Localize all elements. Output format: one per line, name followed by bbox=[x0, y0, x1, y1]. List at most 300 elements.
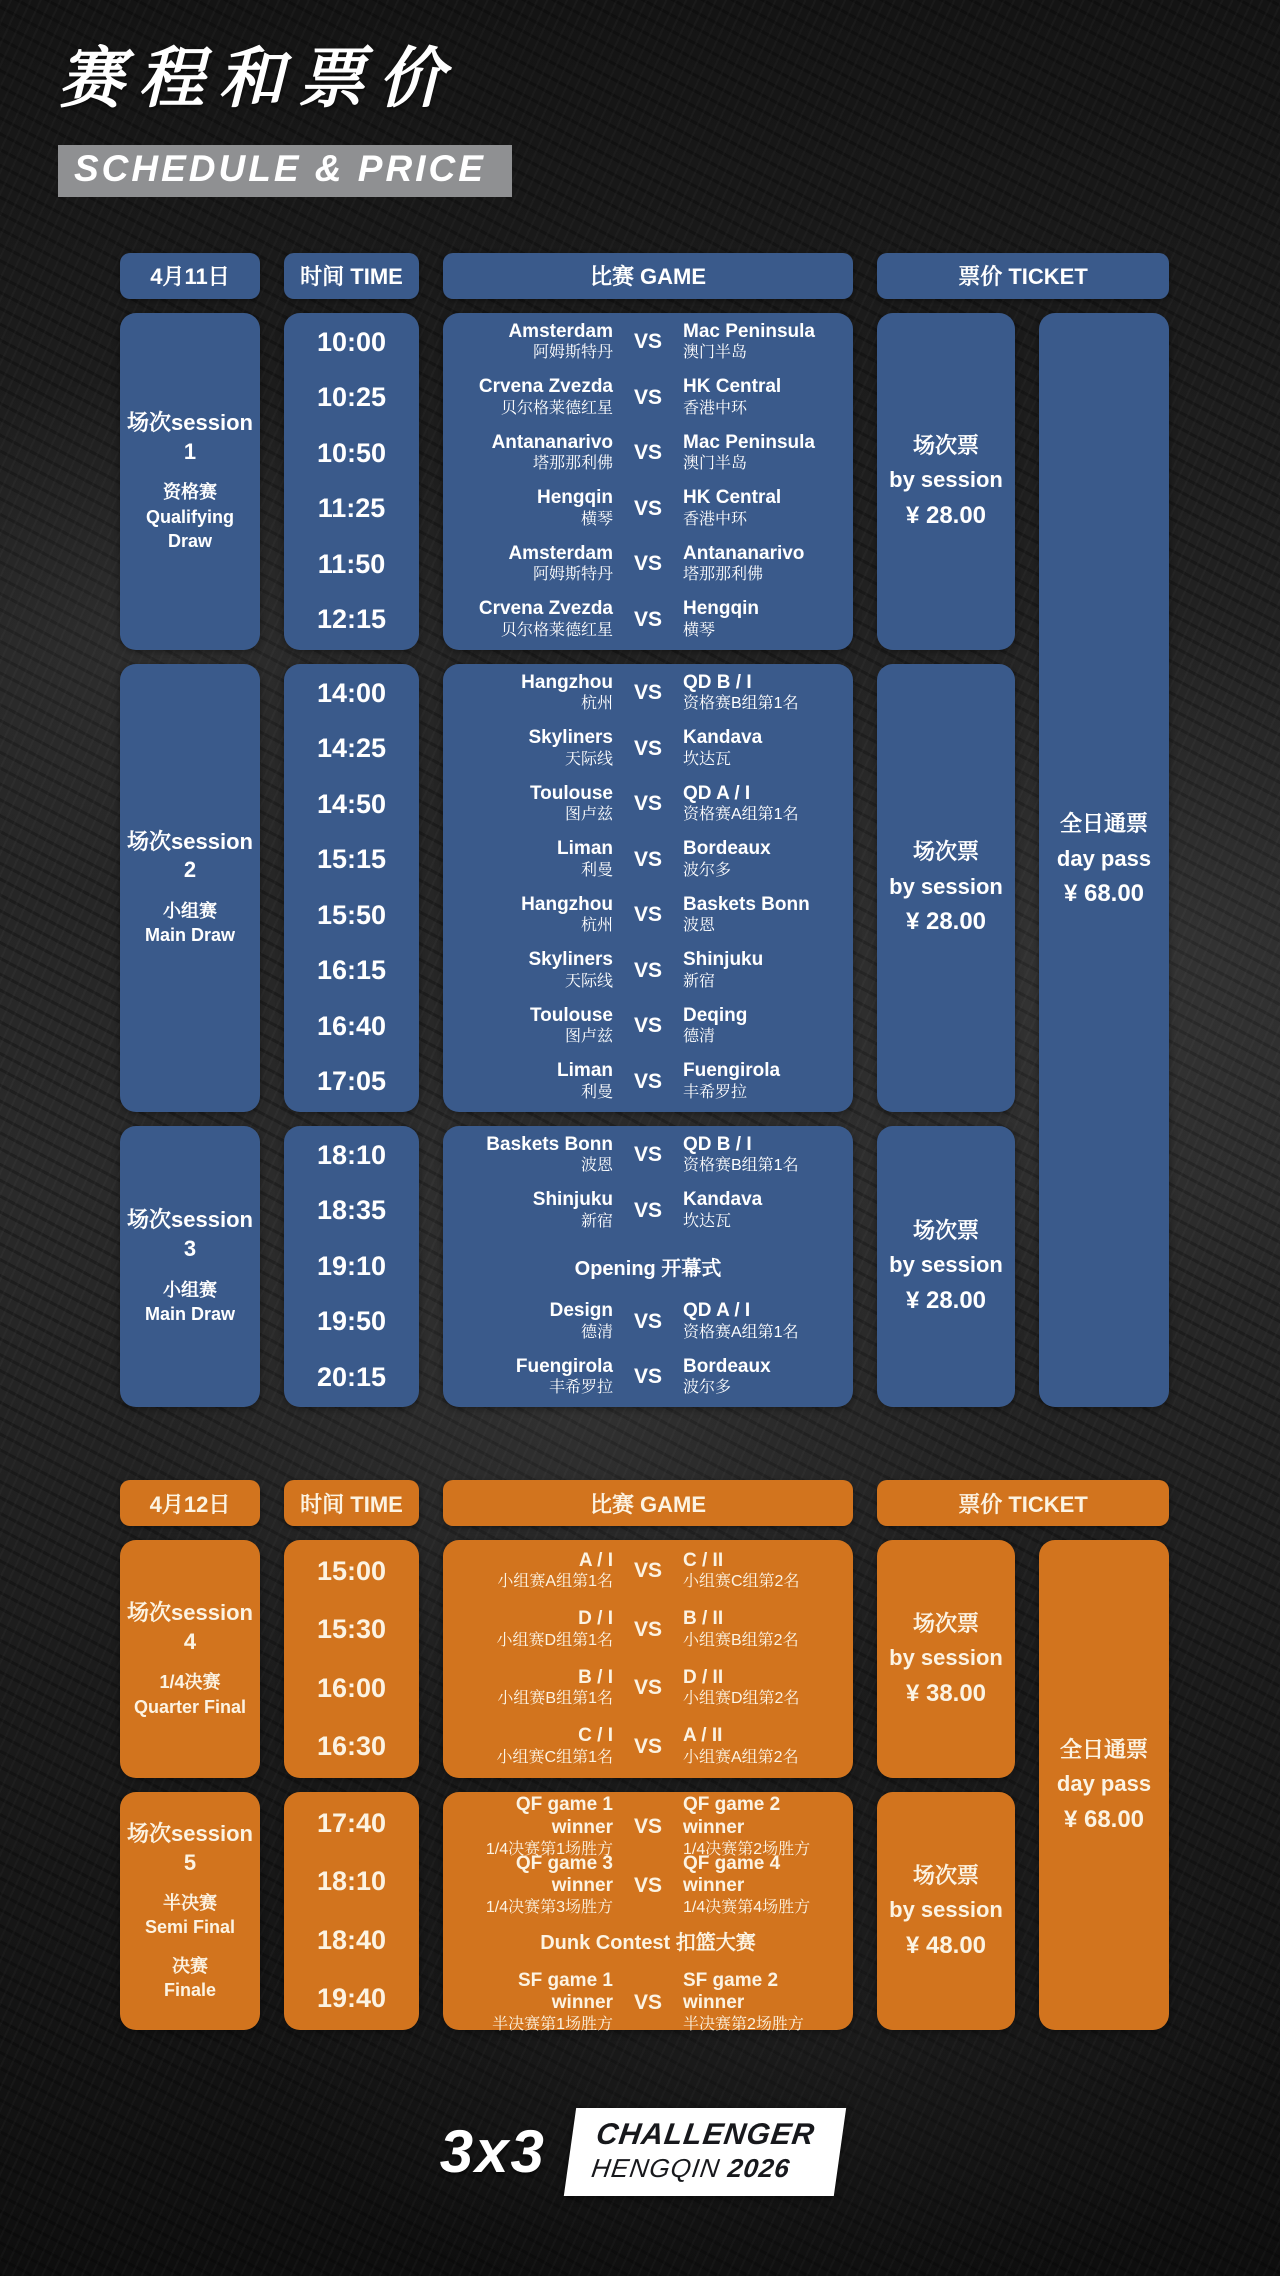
away-team bbox=[683, 783, 839, 827]
team-name-en: Design bbox=[549, 1300, 613, 1322]
team-name-en: Mac Peninsula bbox=[683, 431, 815, 453]
vs-label: VS bbox=[633, 385, 662, 409]
game-time: 15:15 bbox=[316, 844, 387, 875]
game-row bbox=[457, 1969, 839, 2034]
away-team bbox=[683, 543, 839, 587]
stage-name-en: Semi Final bbox=[144, 1917, 236, 1938]
team-name-en: HK Central bbox=[683, 376, 782, 398]
team-name-cn: 波恩 bbox=[580, 1157, 613, 1175]
game-row bbox=[457, 1718, 839, 1777]
vs-label: VS bbox=[633, 1198, 662, 1222]
game-row bbox=[457, 777, 839, 833]
team-name-en: Bordeaux bbox=[683, 1355, 771, 1377]
game-row bbox=[457, 481, 839, 537]
team-name-cn: 杭州 bbox=[580, 695, 613, 713]
team-name-en: Hengqin bbox=[537, 487, 613, 509]
game-column-header: 比赛 GAME bbox=[443, 1480, 853, 1526]
home-team bbox=[457, 1794, 613, 1860]
game-time: 16:30 bbox=[316, 1731, 387, 1762]
team-name-cn: 贝尔格莱德红星 bbox=[500, 399, 613, 417]
team-name-cn: 德清 bbox=[580, 1323, 613, 1341]
ticket-price: ¥ 38.00 bbox=[905, 1679, 987, 1707]
team-name-cn: 天际线 bbox=[564, 750, 613, 768]
team-name-en: B / II bbox=[683, 1608, 724, 1630]
team-name-en: Crvena Zvezda bbox=[478, 598, 613, 620]
vs-label: VS bbox=[633, 847, 662, 871]
team-name-en: SF game 2 winner bbox=[683, 1969, 779, 2014]
vs-label: VS bbox=[633, 1309, 662, 1333]
stage-name-en: Finale bbox=[163, 1979, 216, 2000]
team-name-en: Amsterdam bbox=[508, 542, 613, 564]
game-row bbox=[457, 1601, 839, 1660]
team-name-cn: 阿姆斯特丹 bbox=[532, 566, 613, 584]
home-team bbox=[457, 432, 613, 476]
game-row bbox=[457, 1183, 839, 1239]
logo-text bbox=[589, 2118, 817, 2184]
away-team bbox=[683, 838, 839, 882]
title-block bbox=[0, 0, 1280, 197]
game-row bbox=[457, 1294, 839, 1350]
vs-label: VS bbox=[633, 792, 662, 816]
stage-name-cn: 决赛 bbox=[171, 1955, 208, 1976]
away-team bbox=[683, 672, 839, 716]
ticket-price: ¥ 28.00 bbox=[905, 1286, 987, 1314]
session-title bbox=[127, 1820, 253, 1877]
session-ticket-card bbox=[877, 664, 1015, 1112]
team-name-cn: 丰希罗拉 bbox=[683, 1083, 748, 1101]
team-name-en: B / I bbox=[578, 1666, 613, 1688]
team-name-en: QF game 2 winner bbox=[683, 1794, 781, 1838]
team-name-cn: 横琴 bbox=[580, 510, 613, 528]
stage-name-cn: 半决赛 bbox=[163, 1893, 217, 1914]
vs-label: VS bbox=[633, 441, 662, 465]
ticket-type-en: by session bbox=[889, 467, 1003, 493]
team-name-en: Shinjuku bbox=[532, 1189, 613, 1211]
team-name-en: Liman bbox=[557, 838, 613, 860]
game-time: 16:40 bbox=[316, 1010, 387, 1041]
home-team bbox=[457, 376, 613, 420]
day-pass-price: ¥ 68.00 bbox=[1063, 1805, 1145, 1833]
away-team bbox=[683, 598, 839, 642]
away-team bbox=[683, 1794, 839, 1860]
stage-name-en: Quarter Final bbox=[133, 1696, 247, 1717]
day-pass-card bbox=[1039, 313, 1169, 1408]
team-name-cn: 澳门半岛 bbox=[683, 344, 748, 362]
game-row bbox=[457, 537, 839, 593]
team-name-en: Toulouse bbox=[529, 1004, 613, 1026]
time-card bbox=[284, 664, 419, 1112]
session-number: 3 bbox=[183, 1236, 197, 1262]
schedule-tables bbox=[0, 253, 1280, 2034]
team-name-en: QD A / I bbox=[683, 1300, 751, 1322]
stage-name-cn: 资格赛 bbox=[163, 482, 217, 503]
session-card bbox=[120, 664, 260, 1112]
event-logo bbox=[0, 2108, 1280, 2196]
game-time: 15:30 bbox=[316, 1614, 387, 1645]
stage-name-cn: 小组赛 bbox=[163, 1279, 217, 1300]
logo-box bbox=[564, 2108, 847, 2196]
game-row bbox=[457, 666, 839, 722]
session-title bbox=[127, 1599, 253, 1656]
game-time: 15:50 bbox=[316, 899, 387, 930]
team-name-en: Shinjuku bbox=[683, 949, 764, 971]
session-title bbox=[127, 1206, 253, 1263]
vs-label: VS bbox=[633, 330, 662, 354]
team-name-cn: 小组赛B组第1名 bbox=[497, 1690, 613, 1708]
home-team bbox=[457, 1550, 613, 1594]
session-ticket-card bbox=[877, 313, 1015, 650]
team-name-cn: 半决赛第1场胜方 bbox=[492, 2016, 613, 2034]
away-team bbox=[683, 1608, 839, 1652]
date-header: 4月11日 bbox=[120, 253, 260, 299]
stage-name-cn: 1/4决赛 bbox=[159, 1672, 221, 1693]
team-name-cn: 资格赛A组第1名 bbox=[683, 806, 799, 824]
home-team bbox=[457, 598, 613, 642]
ticket-type-cn: 场次票 bbox=[912, 1217, 979, 1243]
vs-label: VS bbox=[633, 607, 662, 631]
page-subtitle: SCHEDULE & PRICE bbox=[58, 145, 512, 197]
page-title: 赛程和票价 bbox=[58, 41, 458, 115]
game-time: 10:50 bbox=[316, 437, 387, 468]
session-card bbox=[120, 1792, 260, 2030]
team-name-en: Bordeaux bbox=[683, 838, 771, 860]
team-name-en: Toulouse bbox=[529, 782, 613, 804]
team-name-cn: 横琴 bbox=[683, 621, 716, 639]
ticket-price: ¥ 28.00 bbox=[905, 908, 987, 936]
day-pass-price: ¥ 68.00 bbox=[1063, 880, 1145, 908]
game-time: 10:00 bbox=[316, 326, 387, 357]
team-name-cn: 塔那那利佛 bbox=[532, 455, 613, 473]
ticket-type-cn: 场次票 bbox=[912, 839, 979, 865]
team-name-en: Hengqin bbox=[683, 598, 759, 620]
home-team bbox=[457, 1725, 613, 1769]
team-name-en: Baskets Bonn bbox=[486, 1133, 613, 1155]
vs-label: VS bbox=[633, 736, 662, 760]
game-row bbox=[457, 1542, 839, 1601]
away-team bbox=[683, 1189, 839, 1233]
vs-label: VS bbox=[633, 552, 662, 576]
day-pass-cn: 全日通票 bbox=[1059, 811, 1148, 837]
team-name-en: Fuengirola bbox=[683, 1060, 781, 1082]
team-name-cn: 半决赛第2场胜方 bbox=[683, 2016, 804, 2034]
game-row bbox=[457, 315, 839, 371]
team-name-en: Antananarivo bbox=[491, 431, 613, 453]
session-title-prefix: 场次session bbox=[127, 1600, 253, 1626]
time-card bbox=[284, 313, 419, 650]
away-team bbox=[683, 1300, 839, 1344]
team-name-cn: 1/4决赛第1场胜方 bbox=[485, 1840, 613, 1858]
time-column-header: 时间 TIME bbox=[284, 1480, 419, 1526]
home-team bbox=[457, 949, 613, 993]
session-stage bbox=[134, 1670, 246, 1719]
game-column-header: 比赛 GAME bbox=[443, 253, 853, 299]
game-row bbox=[457, 426, 839, 482]
team-name-en: A / I bbox=[578, 1549, 613, 1571]
home-team bbox=[457, 543, 613, 587]
team-name-en: QD B / I bbox=[683, 1133, 752, 1155]
game-row bbox=[457, 592, 839, 648]
vs-label: VS bbox=[633, 958, 662, 982]
logo-3x3: 3x3 bbox=[439, 2118, 546, 2186]
game-time: 16:00 bbox=[316, 1672, 387, 1703]
team-name-en: Amsterdam bbox=[508, 320, 613, 342]
team-name-cn: 澳门半岛 bbox=[683, 455, 748, 473]
vs-label: VS bbox=[633, 903, 662, 927]
day-table bbox=[120, 1480, 1169, 2034]
game-time: 19:10 bbox=[316, 1250, 387, 1281]
team-name-cn: 杭州 bbox=[580, 917, 613, 935]
team-name-en: QD B / I bbox=[683, 671, 752, 693]
ticket-type-cn: 场次票 bbox=[912, 1862, 979, 1888]
away-team bbox=[683, 321, 839, 365]
game-row bbox=[457, 1852, 839, 1917]
team-name-en: Kandava bbox=[683, 727, 763, 749]
team-name-en: Skyliners bbox=[528, 949, 613, 971]
team-name-cn: 小组赛D组第2名 bbox=[683, 1690, 800, 1708]
team-name-cn: 坎达瓦 bbox=[683, 1212, 732, 1230]
team-name-en: D / I bbox=[578, 1608, 613, 1630]
event-row bbox=[457, 1911, 839, 1970]
vs-label: VS bbox=[633, 1365, 662, 1389]
time-column-header: 时间 TIME bbox=[284, 253, 419, 299]
ticket-price: ¥ 28.00 bbox=[905, 501, 987, 529]
team-name-en: Skyliners bbox=[528, 727, 613, 749]
game-row bbox=[457, 1659, 839, 1718]
game-time: 12:15 bbox=[316, 604, 387, 635]
session-title-prefix: 场次session bbox=[127, 1820, 253, 1846]
game-card bbox=[443, 1126, 853, 1408]
game-card bbox=[443, 1540, 853, 1778]
team-name-cn: 小组赛D组第1名 bbox=[496, 1631, 613, 1649]
vs-label: VS bbox=[633, 1815, 662, 1839]
game-row bbox=[457, 1128, 839, 1184]
team-name-cn: 利曼 bbox=[580, 861, 613, 879]
team-name-cn: 波尔多 bbox=[683, 861, 732, 879]
home-team bbox=[457, 1189, 613, 1233]
home-team bbox=[457, 1970, 613, 2036]
session-number: 1 bbox=[183, 438, 197, 464]
away-team bbox=[683, 1356, 839, 1400]
session-title-prefix: 场次session bbox=[127, 1207, 253, 1233]
time-card bbox=[284, 1126, 419, 1408]
session-number: 4 bbox=[183, 1628, 197, 1654]
session-title bbox=[127, 409, 253, 466]
home-team bbox=[457, 1356, 613, 1400]
team-name-cn: 图卢兹 bbox=[564, 806, 613, 824]
team-name-cn: 香港中环 bbox=[683, 510, 748, 528]
team-name-cn: 小组赛C组第2名 bbox=[683, 1573, 800, 1591]
away-team bbox=[683, 727, 839, 771]
home-team bbox=[457, 487, 613, 531]
away-team bbox=[683, 1060, 839, 1104]
team-name-cn: 图卢兹 bbox=[564, 1028, 613, 1046]
ticket-price: ¥ 48.00 bbox=[905, 1931, 987, 1959]
team-name-en: Mac Peninsula bbox=[683, 320, 815, 342]
session-ticket-card bbox=[877, 1126, 1015, 1408]
game-time: 18:40 bbox=[316, 1924, 387, 1955]
vs-label: VS bbox=[633, 1559, 662, 1583]
home-team bbox=[457, 1608, 613, 1652]
away-team bbox=[683, 1667, 839, 1711]
session-stage bbox=[145, 899, 235, 948]
home-team bbox=[457, 1134, 613, 1178]
away-team bbox=[683, 1970, 839, 2036]
team-name-en: QD A / I bbox=[683, 782, 751, 804]
session-stage bbox=[145, 1891, 235, 1940]
day-pass-cn: 全日通票 bbox=[1059, 1736, 1148, 1762]
ticket-type-en: by session bbox=[889, 1897, 1003, 1923]
team-name-cn: 资格赛B组第1名 bbox=[683, 1157, 799, 1175]
team-name-cn: 天际线 bbox=[564, 972, 613, 990]
ticket-type-en: by session bbox=[889, 873, 1003, 899]
game-row bbox=[457, 832, 839, 888]
team-name-cn: 1/4决赛第4场胜方 bbox=[683, 1899, 811, 1917]
day-pass-en: day pass bbox=[1056, 1771, 1152, 1797]
team-name-cn: 新宿 bbox=[580, 1212, 613, 1230]
session-title-prefix: 场次session bbox=[127, 828, 253, 854]
game-row bbox=[457, 1794, 839, 1858]
away-team bbox=[683, 1550, 839, 1594]
game-time: 11:25 bbox=[317, 493, 386, 524]
session-stage bbox=[164, 1954, 216, 2003]
home-team bbox=[457, 838, 613, 882]
vs-label: VS bbox=[633, 1014, 662, 1038]
team-name-cn: 小组赛C组第1名 bbox=[496, 1748, 613, 1766]
logo-hengqin: HENGQIN bbox=[589, 2152, 723, 2183]
team-name-cn: 资格赛B组第1名 bbox=[683, 695, 799, 713]
game-row bbox=[457, 721, 839, 777]
event-label: Opening 开幕式 bbox=[574, 1257, 722, 1280]
team-name-cn: 利曼 bbox=[580, 1083, 613, 1101]
ticket-column-header: 票价 TICKET bbox=[877, 253, 1169, 299]
game-time: 17:05 bbox=[316, 1066, 387, 1097]
team-name-cn: 塔那那利佛 bbox=[683, 566, 764, 584]
team-name-cn: 1/4决赛第2场胜方 bbox=[683, 1840, 811, 1858]
home-team bbox=[457, 1300, 613, 1344]
team-name-en: SF game 1 winner bbox=[517, 1969, 613, 2014]
vs-label: VS bbox=[633, 1873, 662, 1897]
team-name-cn: 资格赛A组第1名 bbox=[683, 1323, 799, 1341]
team-name-en: C / II bbox=[683, 1549, 724, 1571]
session-title-prefix: 场次session bbox=[127, 410, 253, 436]
game-time: 15:00 bbox=[316, 1555, 387, 1586]
team-name-en: Baskets Bonn bbox=[683, 893, 810, 915]
team-name-en: QF game 1 winner bbox=[515, 1794, 613, 1838]
vs-label: VS bbox=[633, 1676, 662, 1700]
home-team bbox=[457, 1005, 613, 1049]
vs-label: VS bbox=[633, 681, 662, 705]
team-name-cn: 1/4决赛第3场胜方 bbox=[485, 1899, 613, 1917]
vs-label: VS bbox=[633, 1990, 662, 2014]
team-name-cn: 坎达瓦 bbox=[683, 750, 732, 768]
session-number: 2 bbox=[183, 857, 197, 883]
game-time: 20:15 bbox=[316, 1361, 387, 1392]
session-ticket-card bbox=[877, 1792, 1015, 2030]
team-name-en: C / I bbox=[578, 1725, 613, 1747]
session-card bbox=[120, 1540, 260, 1778]
game-row bbox=[457, 1350, 839, 1406]
team-name-en: QF game 4 winner bbox=[683, 1852, 781, 1897]
date-header: 4月12日 bbox=[120, 1480, 260, 1526]
time-card bbox=[284, 1792, 419, 2030]
home-team bbox=[457, 1667, 613, 1711]
game-time: 10:25 bbox=[316, 382, 387, 413]
day-table bbox=[120, 253, 1169, 1408]
stage-name-en: Main Draw bbox=[144, 925, 236, 946]
day-pass-en: day pass bbox=[1056, 845, 1152, 871]
home-team bbox=[457, 1060, 613, 1104]
away-team bbox=[683, 487, 839, 531]
day-pass-card bbox=[1039, 1540, 1169, 2030]
game-row bbox=[457, 943, 839, 999]
game-card bbox=[443, 664, 853, 1112]
session-ticket-card bbox=[877, 1540, 1015, 1778]
team-name-en: Hangzhou bbox=[521, 671, 613, 693]
ticket-type-cn: 场次票 bbox=[912, 1610, 979, 1636]
stage-name-en: Qualifying Draw bbox=[145, 506, 234, 551]
away-team bbox=[683, 1134, 839, 1178]
team-name-en: A / II bbox=[683, 1725, 723, 1747]
stage-name-cn: 小组赛 bbox=[163, 900, 217, 921]
team-name-en: QF game 3 winner bbox=[515, 1852, 613, 1897]
team-name-en: Hangzhou bbox=[521, 893, 613, 915]
vs-label: VS bbox=[633, 1069, 662, 1093]
ticket-type-en: by session bbox=[889, 1645, 1003, 1671]
vs-label: VS bbox=[633, 1734, 662, 1758]
away-team bbox=[683, 376, 839, 420]
session-stage bbox=[127, 480, 253, 553]
game-time: 14:50 bbox=[316, 788, 387, 819]
home-team bbox=[457, 727, 613, 771]
team-name-cn: 贝尔格莱德红星 bbox=[500, 621, 613, 639]
game-row bbox=[457, 370, 839, 426]
logo-hengqin-year bbox=[589, 2153, 812, 2184]
home-team bbox=[457, 672, 613, 716]
home-team bbox=[457, 894, 613, 938]
home-team bbox=[457, 321, 613, 365]
logo-year: 2026 bbox=[726, 2152, 793, 2183]
away-team bbox=[683, 1725, 839, 1769]
ticket-column-header: 票价 TICKET bbox=[877, 1480, 1169, 1526]
game-time: 18:10 bbox=[316, 1866, 387, 1897]
game-time: 11:50 bbox=[317, 548, 386, 579]
session-number: 5 bbox=[183, 1849, 197, 1875]
time-card bbox=[284, 1540, 419, 1778]
game-row bbox=[457, 888, 839, 944]
game-time: 16:15 bbox=[316, 955, 387, 986]
session-card bbox=[120, 1126, 260, 1408]
team-name-en: Kandava bbox=[683, 1189, 763, 1211]
stage-name-en: Main Draw bbox=[144, 1303, 236, 1324]
away-team bbox=[683, 1853, 839, 1919]
game-time: 14:00 bbox=[316, 677, 387, 708]
game-time: 18:35 bbox=[316, 1195, 387, 1226]
team-name-cn: 小组赛B组第2名 bbox=[683, 1631, 799, 1649]
team-name-en: Antananarivo bbox=[683, 542, 805, 564]
team-name-cn: 新宿 bbox=[683, 972, 716, 990]
team-name-cn: 波恩 bbox=[683, 917, 716, 935]
game-row bbox=[457, 999, 839, 1055]
game-time: 19:50 bbox=[316, 1306, 387, 1337]
team-name-en: Deqing bbox=[683, 1004, 748, 1026]
away-team bbox=[683, 432, 839, 476]
team-name-cn: 丰希罗拉 bbox=[548, 1379, 613, 1397]
game-card bbox=[443, 313, 853, 650]
team-name-en: Fuengirola bbox=[515, 1355, 613, 1377]
away-team bbox=[683, 949, 839, 993]
game-row bbox=[457, 1054, 839, 1110]
vs-label: VS bbox=[633, 496, 662, 520]
